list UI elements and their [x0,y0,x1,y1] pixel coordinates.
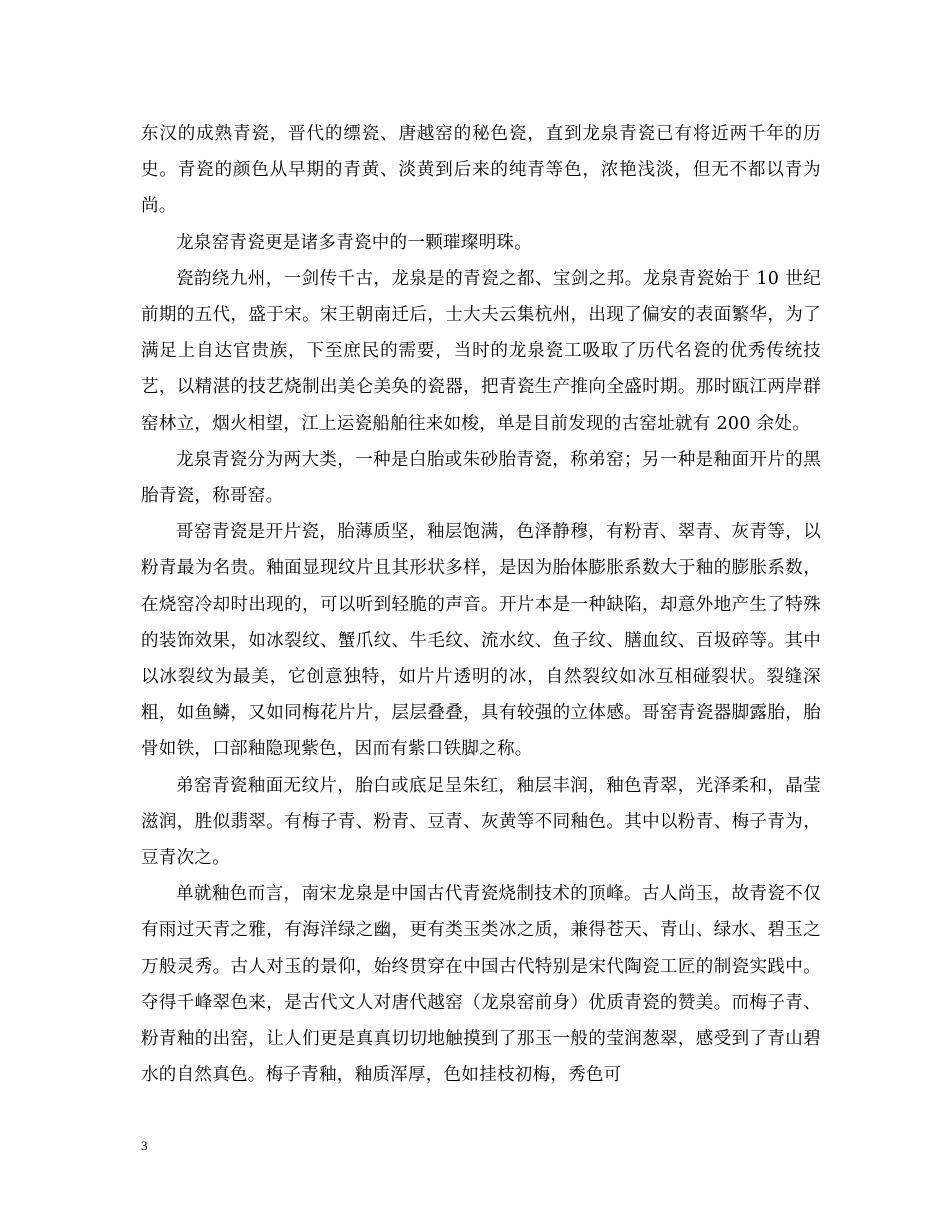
document-body [141,116,821,1093]
paragraph-longquan-history: 瓷韵绕九州，一剑传千古，龙泉是的青瓷之都、宝剑之邦。龙泉青瓷始于 10 世纪前期的五代，盛于宋。宋王朝南迁后，士大夫云集杭州，出现了偏安的表面繁华，为了满足上自达官贵族，下至庶民的需要，当时的龙泉瓷工吸取了历代名瓷的优秀传统技艺，以精湛的技艺烧制出美仑美奂的瓷器，把青瓷生产推向全盛时期。那时瓯江两岸群窑林立，烟火相望，江上运瓷船舶往来如梭，单是目前发现的古窑址就有 200 余处。 [141,268,821,434]
page-number: 3 [141,1138,148,1153]
paragraph-di-kiln: 弟窑青瓷釉面无纹片，胎白或底足呈朱红，釉层丰润，釉色青翠，光泽柔和，晶莹滋润，胜似翡翠。有梅子青、粉青、豆青、灰黄等不同釉色。其中以粉青、梅子青为，豆青次之。 [141,775,821,869]
paragraph-ge-kiln: 哥窑青瓷是开片瓷，胎薄质坚，釉层饱满，色泽静穆，有粉青、翠青、灰青等，以粉青最为名贵。釉面显现纹片且其形状多样，是因为胎体膨胀系数大于釉的膨胀系数，在烧窑冷却时出现的，可以听到轻脆的声音。开片本是一种缺陷，却意外地产生了特殊的装饰效果，如冰裂纹、蟹爪纹、牛毛纹、流水纹、鱼子纹、膳血纹、百圾碎等。其中以冰裂纹为最美，它创意独特，如片片透明的冰，自然裂纹如冰互相碰裂状。裂缝深粗，如鱼鳞，又如同梅花片片，层层叠叠，具有较强的立体感。哥窑青瓷器脚露胎，胎骨如铁，口部釉隐现紫色，因而有紫口铁脚之称。 [141,522,821,760]
paragraph-continuation: 东汉的成熟青瓷，晋代的缥瓷、唐越窑的秘色瓷，直到龙泉青瓷已有将近两千年的历史。青瓷的颜色从早期的青黄、淡黄到后来的纯青等色，浓艳浅淡，但无不都以青为尚。 [141,124,821,217]
paragraph-two-types: 龙泉青瓷分为两大类，一种是白胎或朱砂胎青瓷，称弟窑；另一种是釉面开片的黑胎青瓷，称哥窑。 [141,449,821,507]
paragraph-longquan-intro: 龙泉窑青瓷更是诸多青瓷中的一颗璀璨明珠。 [176,232,532,253]
paragraph-glaze-color: 单就釉色而言，南宋龙泉是中国古代青瓷烧制技术的顶峰。古人尚玉，故青瓷不仅有雨过天青之雅，有海洋绿之幽，更有类玉类冰之质，兼得苍天、青山、绿水、碧玉之万般灵秀。古人对玉的景仰，始终贯穿在中国古代特别是宋代陶瓷工匠的制瓷实践中。夺得千峰翠色来，是古代文人对唐代越窑（龙泉窑前身）优质青瓷的赞美。而梅子青、粉青釉的出窑，让人们更是真真切切地触摸到了那玉一般的莹润葱翠，感受到了青山碧水的自然真色。梅子青釉，釉质浑厚，色如挂枝初梅，秀色可 [141,884,821,1086]
